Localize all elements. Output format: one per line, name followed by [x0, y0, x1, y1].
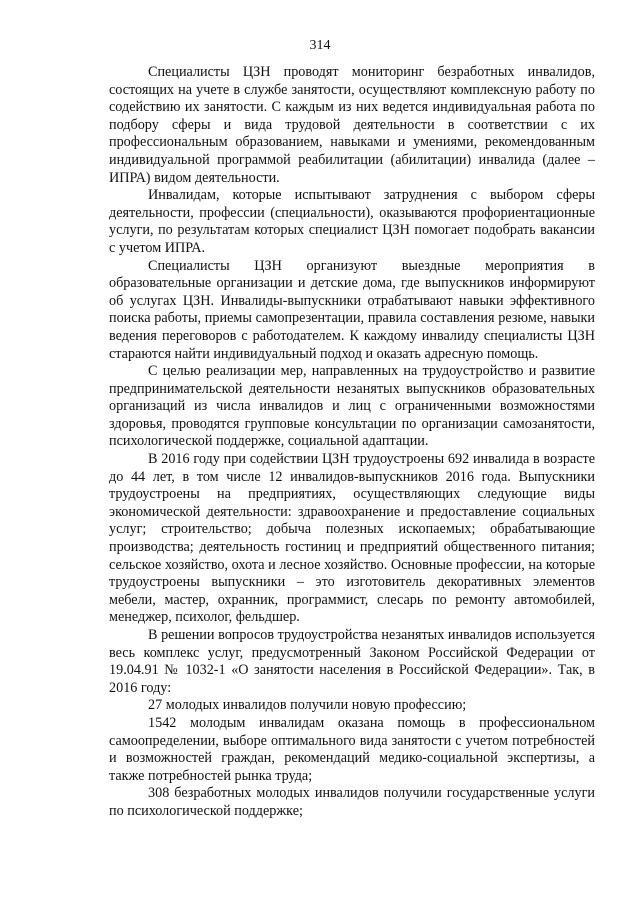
list-item-new-profession: 27 молодых инвалидов получили новую профессию; — [148, 697, 467, 714]
list-item-self-determination: 1542 молодым инвалидам оказана помощь в профессиональном самоопределении, выборе оптимального вида занятости с учетом потребностей и возможностей граждан, рекомендаций медико-социальной экспертизы, а также потребностей рынка труда; — [109, 714, 595, 784]
paragraph-career-guidance: Инвалидам, которые испытывают затруднения с выбором сферы деятельности, профессии (специальности), оказываются профориентационные услуги, по результатам которых специалист ЦЗН помогает подобрать вакансии с учетом ИПРА. — [109, 187, 595, 256]
paragraph-services-law: В решении вопросов трудоустройства незанятых инвалидов используется весь комплекс услуг, предусмотренный Законом Российской Федерации от 19.04.91 № 1032-1 «О занятости населения в Российской Федерации». Так, в 2016 году: — [109, 627, 595, 696]
page-body — [109, 64, 595, 821]
list-item-psychological-support: 308 безработных молодых инвалидов получили государственные услуги по психологической поддержке; — [109, 785, 595, 819]
paragraph-employment-2016: В 2016 году при содействии ЦЗН трудоустроены 692 инвалида в возрасте до 44 лет, в том числе 12 инвалидов-выпускников 2016 года. Выпускники трудоустроены на предприятиях, осуществляющих следующие виды экономической деятельности: здравоохранение и предоставление социальных услуг; строительство; добыча полезных ископаемых; обрабатывающие производства; деятельность гостиниц и предприятий общественного питания; сельское хозяйство, охота и лесное хозяйство. Основные профессии, на которые трудоустроены выпускники – это изготовитель декоративных элементов мебели, мастер, охранник, программист, слесарь по ремонту автомобилей, менеджер, психолог, фельдшер. — [109, 451, 595, 626]
page-number: 314 — [309, 38, 331, 53]
paragraph-entrepreneurship: С целью реализации мер, направленных на трудоустройство и развитие предпринимательской деятельности незанятых выпускников образовательных организаций из числа инвалидов и лиц с ограниченными возможностями здоровья, проводятся групповые консультации по организации самозанятости, психологической поддержке, социальной адаптации. — [109, 363, 595, 450]
paragraph-outreach-events: Специалисты ЦЗН организуют выездные мероприятия в образовательные организации и детские дома, где выпускников информируют об услугах ЦЗН. Инвалиды-выпускники отрабатывают навыки эффективного поиска работы, приемы самопрезентации, правила составления резюме, навыки ведения переговоров с работодателем. К каждому инвалиду специалисты ЦЗН стараются найти индивидуальный подход и оказать адресную помощь. — [109, 257, 595, 362]
paragraph-monitoring: Специалисты ЦЗН проводят мониторинг безработных инвалидов, состоящих на учете в службе занятости, осуществляют комплексную работу по содействию их занятости. С каждым из них ведется индивидуальная работа по подбору сферы и вида трудовой деятельности в соответствии с их профессиональным образованием, навыками и умениями, рекомендованным индивидуальной программой реабилитации (абилитации) инвалида (далее – ИПРА) видом деятельности. — [109, 64, 595, 186]
